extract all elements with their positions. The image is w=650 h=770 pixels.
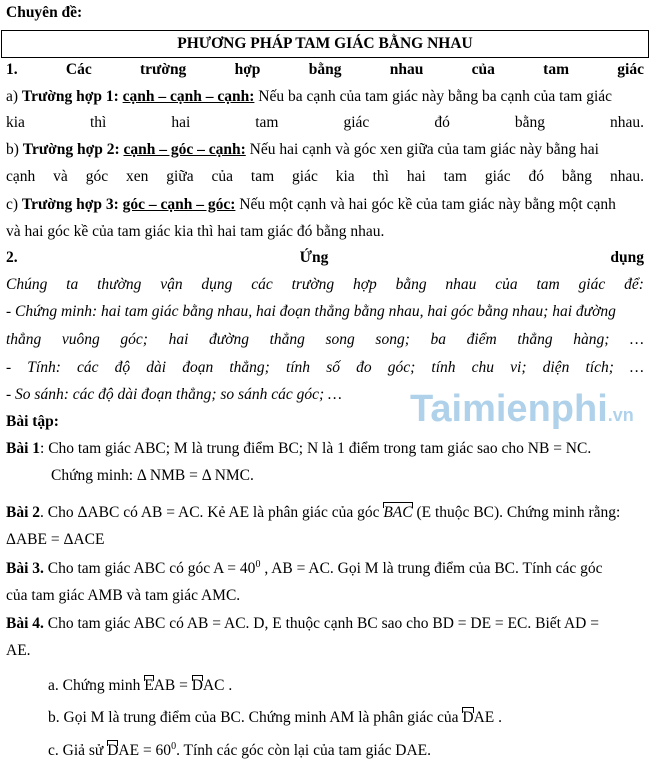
case1-line2 (6, 110, 644, 136)
word: đoạn (182, 359, 214, 376)
word: đó (434, 114, 450, 131)
word: hai (406, 168, 426, 185)
word: Tính: (27, 359, 61, 376)
word: hợp (352, 276, 377, 293)
word: bằng (308, 61, 342, 78)
word: điểm (466, 331, 497, 348)
word: thường (97, 276, 142, 293)
word: giữa (166, 168, 194, 185)
word: góc; (387, 359, 416, 376)
word: cạnh (6, 168, 36, 185)
word: thẳng (517, 331, 553, 348)
word: thì (372, 168, 389, 185)
exercise4-part-b: b. Gọi M là trung điểm của BC. Chứng minh AM là phân giác của DAE . (6, 705, 650, 731)
word: - (6, 359, 12, 376)
word: trường (140, 61, 187, 78)
word: dụng (610, 249, 644, 266)
word: … (630, 331, 644, 348)
word: hàng; (573, 331, 610, 348)
word: vận (160, 276, 183, 293)
word: của (495, 276, 518, 293)
word: 2. (6, 249, 18, 266)
exercise4-line2: AE. (6, 642, 31, 659)
word: các (251, 276, 273, 293)
word: vuông (61, 331, 100, 348)
word: hợp (234, 61, 261, 78)
word: góc; (120, 331, 148, 348)
word: Ứng (299, 249, 329, 266)
word: thẳng (6, 331, 42, 348)
angle-dac: D (192, 673, 203, 699)
word: tam (255, 114, 279, 131)
word: vi; (510, 359, 527, 376)
word: bằng (395, 276, 427, 293)
case3-line2: và hai góc kề của tam giác kia thì hai tam giác đó bằng nhau. (6, 223, 385, 240)
exercise3-line2: của tam giác AMB và tam giác AMC. (6, 587, 241, 604)
case2-line2 (6, 164, 644, 190)
topic-label: Chuyên đề: (6, 4, 83, 21)
exercise2-line1: Bài 2. Cho ΔABC có AB = AC. Kẻ AE là phân giác của góc BAC (E thuộc BC). Chứng minh rằng: (6, 500, 644, 526)
word: giác (617, 61, 644, 78)
word: diện (542, 359, 570, 376)
exercise4-line1: Bài 4. Cho tam giác ABC có AB = AC. D, E thuộc cạnh BC sao cho BD = DE = EC. Biết AD = (6, 615, 599, 632)
word: thẳng (269, 331, 305, 348)
word: song; (375, 331, 410, 348)
word: số (326, 359, 340, 376)
application-item1-line2 (6, 327, 644, 353)
word: tam (250, 168, 275, 185)
exercise3-line1: Bài 3. Cho tam giác ABC có góc $A = 40^0$ , AB = AC. Gọi M là trung điểm của BC. Tính các góc (6, 558, 603, 577)
angle-eab: E (144, 673, 153, 699)
section2-heading (6, 245, 644, 271)
word: đường (209, 331, 249, 348)
word: kia (335, 168, 355, 185)
word: đo (356, 359, 372, 376)
application-item2 (6, 355, 644, 381)
word: song (325, 331, 355, 348)
word: để: (624, 276, 644, 293)
word: thẳng; (229, 359, 270, 376)
exercise4-part-a: a. Chứng minh EAB = DAC . (6, 673, 650, 699)
word: dài (146, 359, 167, 376)
angle-dae: D (462, 705, 473, 731)
exercise1-line2: Chứng minh: Δ NMB = Δ NMC. (51, 467, 254, 484)
application-intro (6, 272, 644, 298)
application-item1-line1: - Chứng minh: hai tam giác bằng nhau, hai đoạn thẳng bằng nhau, hai góc bằng nhau; hai đường (6, 303, 616, 320)
word: kia (6, 114, 25, 131)
word: trường (291, 276, 335, 293)
word: nhau (445, 276, 477, 293)
exercise4-part-c: c. Giả sử DAE = $60^0$. Tính các góc còn lại của tam giác DAE. (6, 738, 650, 764)
word: nhau. (609, 168, 644, 185)
case1-line1: a) Trường hợp 1: cạnh – cạnh – cạnh: Nếu ba cạnh của tam giác này bằng ba cạnh của tam giác (6, 88, 613, 105)
word: tam (536, 276, 560, 293)
exercises-heading: Bài tập: (6, 413, 59, 430)
word: tính (285, 359, 311, 376)
word: tích; (585, 359, 614, 376)
word: nhau. (609, 114, 644, 131)
word: ta (66, 276, 79, 293)
word: giác (578, 276, 606, 293)
word: giác (292, 168, 318, 185)
word: các (77, 359, 99, 376)
watermark-logo: Taimienphi.vn (410, 388, 634, 430)
word: giác (343, 114, 370, 131)
word: ba (430, 331, 446, 348)
word: đó (528, 168, 545, 185)
word: dụng (201, 276, 233, 293)
word: nhau (389, 61, 424, 78)
word: góc (85, 168, 109, 185)
exercise1-line1: Bài 1: Cho tam giác ABC; M là trung điểm BC; N là 1 điểm trong tam giác sao cho NB = NC. (6, 440, 592, 457)
word: tính (431, 359, 456, 376)
application-item3: - So sánh: các độ dài đoạn thẳng; so sánh các góc; … (6, 386, 342, 403)
word: bằng (561, 168, 593, 185)
exercise2-line2: ΔABE = ΔACE (6, 531, 105, 548)
word: tam (543, 61, 569, 78)
angle-dae-given: D (107, 738, 118, 764)
word: bằng (514, 114, 545, 131)
case3-line1: c) Trường hợp 3: góc – cạnh – góc: Nếu một cạnh và hai góc kề của tam giác này bằng một cạnh (6, 196, 616, 213)
case2-line1: b) Trường hợp 2: cạnh – góc – cạnh: Nếu hai cạnh và góc xen giữa của tam giác này bằng hai (6, 141, 599, 158)
document-title: PHƯƠNG PHÁP TAM GIÁC BẰNG NHAU (1, 30, 649, 58)
word: hai (168, 331, 189, 348)
word: hai (171, 114, 191, 131)
word: của (211, 168, 233, 185)
word: 1. (6, 61, 18, 78)
word: xen (125, 168, 149, 185)
word: độ (114, 359, 131, 376)
word: thì (89, 114, 107, 131)
word: và (53, 168, 68, 185)
word: của (471, 61, 495, 78)
word: tam (443, 168, 467, 185)
word: Chúng (6, 276, 48, 293)
word: giác (484, 168, 511, 185)
section1-heading (6, 57, 644, 83)
word: … (630, 359, 644, 376)
word: Các (65, 61, 92, 78)
angle-bac: BAC (383, 500, 412, 526)
word: chu (471, 359, 495, 376)
